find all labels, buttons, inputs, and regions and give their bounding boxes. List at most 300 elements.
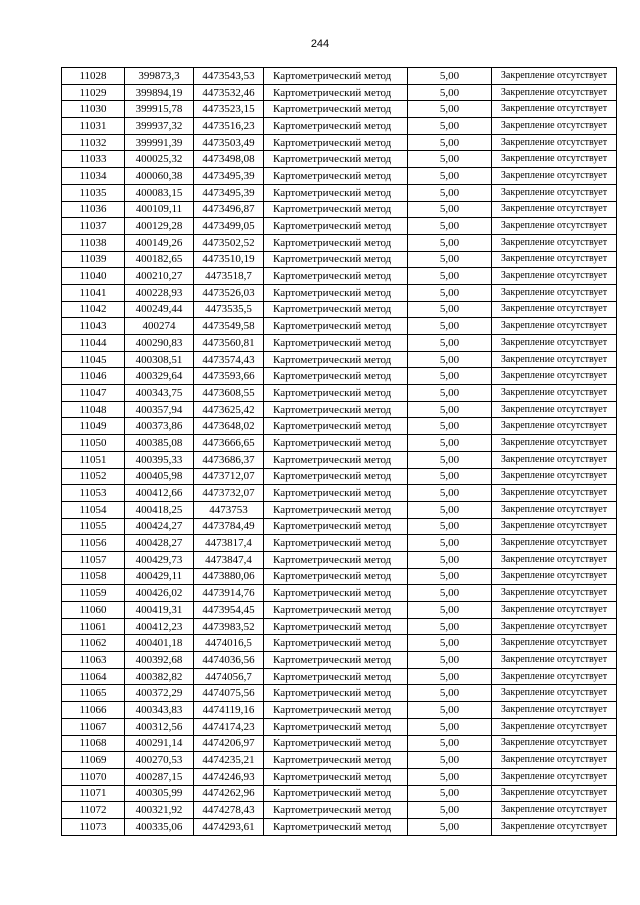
point-number-cell: 11040 (62, 268, 125, 285)
point-number-cell: 11064 (62, 668, 125, 685)
method-cell: Картометрический метод (264, 201, 408, 218)
fixing-cell: Закрепление отсутствует (492, 134, 617, 151)
method-cell: Картометрический метод (264, 501, 408, 518)
fixing-cell: Закрепление отсутствует (492, 802, 617, 819)
fixing-cell: Закрепление отсутствует (492, 468, 617, 485)
accuracy-cell: 5,00 (408, 702, 492, 719)
method-cell: Картометрический метод (264, 385, 408, 402)
table-row (62, 451, 617, 468)
fixing-cell: Закрепление отсутствует (492, 368, 617, 385)
coordinate-y-cell: 4473495,39 (194, 168, 264, 185)
method-cell: Картометрический метод (264, 184, 408, 201)
fixing-cell: Закрепление отсутствует (492, 335, 617, 352)
method-cell: Картометрический метод (264, 468, 408, 485)
table-row (62, 785, 617, 802)
accuracy-cell: 5,00 (408, 518, 492, 535)
coordinate-y-cell: 4473560,81 (194, 335, 264, 352)
accuracy-cell: 5,00 (408, 468, 492, 485)
accuracy-cell: 5,00 (408, 401, 492, 418)
method-cell: Картометрический метод (264, 301, 408, 318)
accuracy-cell: 5,00 (408, 84, 492, 101)
point-number-cell: 11063 (62, 652, 125, 669)
method-cell: Картометрический метод (264, 768, 408, 785)
table-row (62, 68, 617, 85)
coordinate-x-cell: 400149,26 (125, 234, 194, 251)
coordinate-x-cell: 399915,78 (125, 101, 194, 118)
point-number-cell: 11047 (62, 385, 125, 402)
fixing-cell: Закрепление отсутствует (492, 68, 617, 85)
point-number-cell: 11031 (62, 118, 125, 135)
method-cell: Картометрический метод (264, 818, 408, 835)
coordinate-x-cell: 399937,32 (125, 118, 194, 135)
accuracy-cell: 5,00 (408, 618, 492, 635)
table-row (62, 802, 617, 819)
point-number-cell: 11051 (62, 451, 125, 468)
table-row (62, 218, 617, 235)
point-number-cell: 11035 (62, 184, 125, 201)
coordinate-y-cell: 4474206,97 (194, 735, 264, 752)
method-cell: Картометрический метод (264, 735, 408, 752)
table-row (62, 385, 617, 402)
accuracy-cell: 5,00 (408, 818, 492, 835)
method-cell: Картометрический метод (264, 84, 408, 101)
accuracy-cell: 5,00 (408, 101, 492, 118)
accuracy-cell: 5,00 (408, 301, 492, 318)
fixing-cell: Закрепление отсутствует (492, 685, 617, 702)
coordinate-y-cell: 4473523,15 (194, 101, 264, 118)
coordinate-x-cell: 400357,94 (125, 401, 194, 418)
fixing-cell: Закрепление отсутствует (492, 702, 617, 719)
fixing-cell: Закрепление отсутствует (492, 652, 617, 669)
accuracy-cell: 5,00 (408, 652, 492, 669)
point-number-cell: 11034 (62, 168, 125, 185)
coordinate-x-cell: 400060,38 (125, 168, 194, 185)
fixing-cell: Закрепление отсутствует (492, 602, 617, 619)
method-cell: Картометрический метод (264, 268, 408, 285)
coordinate-x-cell: 400182,65 (125, 251, 194, 268)
method-cell: Картометрический метод (264, 551, 408, 568)
coordinate-y-cell: 4473608,55 (194, 385, 264, 402)
table-row (62, 468, 617, 485)
table-row (62, 652, 617, 669)
accuracy-cell: 5,00 (408, 418, 492, 435)
accuracy-cell: 5,00 (408, 635, 492, 652)
fixing-cell: Закрепление отсутствует (492, 585, 617, 602)
coordinate-x-cell: 400412,66 (125, 485, 194, 502)
coordinate-x-cell: 400372,29 (125, 685, 194, 702)
fixing-cell: Закрепление отсутствует (492, 718, 617, 735)
method-cell: Картометрический метод (264, 752, 408, 769)
coordinate-x-cell: 400424,27 (125, 518, 194, 535)
point-number-cell: 11068 (62, 735, 125, 752)
coordinate-y-cell: 4474016,5 (194, 635, 264, 652)
coordinate-y-cell: 4473880,06 (194, 568, 264, 585)
fixing-cell: Закрепление отсутствует (492, 535, 617, 552)
fixing-cell: Закрепление отсутствует (492, 351, 617, 368)
table-row (62, 318, 617, 335)
point-number-cell: 11043 (62, 318, 125, 335)
coordinate-y-cell: 4473712,07 (194, 468, 264, 485)
coordinate-y-cell: 4473543,53 (194, 68, 264, 85)
accuracy-cell: 5,00 (408, 351, 492, 368)
accuracy-cell: 5,00 (408, 568, 492, 585)
method-cell: Картометрический метод (264, 485, 408, 502)
point-number-cell: 11073 (62, 818, 125, 835)
fixing-cell: Закрепление отсутствует (492, 268, 617, 285)
coordinate-y-cell: 4473914,76 (194, 585, 264, 602)
coordinate-y-cell: 4473817,4 (194, 535, 264, 552)
coordinate-x-cell: 400401,18 (125, 635, 194, 652)
fixing-cell: Закрепление отсутствует (492, 785, 617, 802)
coordinate-y-cell: 4473954,45 (194, 602, 264, 619)
accuracy-cell: 5,00 (408, 685, 492, 702)
table-row (62, 668, 617, 685)
point-number-cell: 11048 (62, 401, 125, 418)
accuracy-cell: 5,00 (408, 768, 492, 785)
coordinate-x-cell: 400312,56 (125, 718, 194, 735)
fixing-cell: Закрепление отсутствует (492, 284, 617, 301)
fixing-cell: Закрепление отсутствует (492, 451, 617, 468)
table-row (62, 301, 617, 318)
point-number-cell: 11049 (62, 418, 125, 435)
point-number-cell: 11041 (62, 284, 125, 301)
coordinate-y-cell: 4473498,08 (194, 151, 264, 168)
coordinate-x-cell: 400270,53 (125, 752, 194, 769)
coordinate-x-cell: 400426,02 (125, 585, 194, 602)
table-row (62, 618, 617, 635)
accuracy-cell: 5,00 (408, 802, 492, 819)
method-cell: Картометрический метод (264, 351, 408, 368)
method-cell: Картометрический метод (264, 435, 408, 452)
coordinate-y-cell: 4474075,56 (194, 685, 264, 702)
fixing-cell: Закрепление отсутствует (492, 401, 617, 418)
fixing-cell: Закрепление отсутствует (492, 551, 617, 568)
fixing-cell: Закрепление отсутствует (492, 485, 617, 502)
point-number-cell: 11062 (62, 635, 125, 652)
fixing-cell: Закрепление отсутствует (492, 735, 617, 752)
coordinate-y-cell: 4474293,61 (194, 818, 264, 835)
fixing-cell: Закрепление отсутствует (492, 318, 617, 335)
method-cell: Картометрический метод (264, 718, 408, 735)
coordinate-x-cell: 400405,98 (125, 468, 194, 485)
coordinate-y-cell: 4473666,65 (194, 435, 264, 452)
method-cell: Картометрический метод (264, 535, 408, 552)
point-number-cell: 11050 (62, 435, 125, 452)
table-row (62, 585, 617, 602)
fixing-cell: Закрепление отсутствует (492, 818, 617, 835)
method-cell: Картометрический метод (264, 618, 408, 635)
accuracy-cell: 5,00 (408, 218, 492, 235)
point-number-cell: 11030 (62, 101, 125, 118)
accuracy-cell: 5,00 (408, 718, 492, 735)
coordinate-y-cell: 4473784,49 (194, 518, 264, 535)
coordinate-x-cell: 400392,68 (125, 652, 194, 669)
coordinate-y-cell: 4473532,46 (194, 84, 264, 101)
coordinate-x-cell: 400428,27 (125, 535, 194, 552)
table-row (62, 234, 617, 251)
coordinate-x-cell: 400321,92 (125, 802, 194, 819)
coordinate-y-cell: 4473549,58 (194, 318, 264, 335)
coordinate-x-cell: 400249,44 (125, 301, 194, 318)
method-cell: Картометрический метод (264, 335, 408, 352)
coordinate-y-cell: 4474056,7 (194, 668, 264, 685)
accuracy-cell: 5,00 (408, 735, 492, 752)
table-row (62, 735, 617, 752)
point-number-cell: 11070 (62, 768, 125, 785)
accuracy-cell: 5,00 (408, 318, 492, 335)
method-cell: Картометрический метод (264, 368, 408, 385)
method-cell: Картометрический метод (264, 168, 408, 185)
accuracy-cell: 5,00 (408, 268, 492, 285)
point-number-cell: 11044 (62, 335, 125, 352)
table-row (62, 551, 617, 568)
accuracy-cell: 5,00 (408, 201, 492, 218)
table-row (62, 151, 617, 168)
method-cell: Картометрический метод (264, 785, 408, 802)
coordinate-y-cell: 4473535,5 (194, 301, 264, 318)
point-number-cell: 11066 (62, 702, 125, 719)
method-cell: Картометрический метод (264, 101, 408, 118)
point-number-cell: 11065 (62, 685, 125, 702)
coordinate-x-cell: 400290,83 (125, 335, 194, 352)
coordinate-x-cell: 400308,51 (125, 351, 194, 368)
coordinate-y-cell: 4474119,16 (194, 702, 264, 719)
method-cell: Картометрический метод (264, 702, 408, 719)
method-cell: Картометрический метод (264, 451, 408, 468)
point-number-cell: 11042 (62, 301, 125, 318)
fixing-cell: Закрепление отсутствует (492, 234, 617, 251)
method-cell: Картометрический метод (264, 418, 408, 435)
point-number-cell: 11033 (62, 151, 125, 168)
fixing-cell: Закрепление отсутствует (492, 568, 617, 585)
fixing-cell: Закрепление отсутствует (492, 435, 617, 452)
page-number: 244 (310, 38, 330, 50)
method-cell: Картометрический метод (264, 668, 408, 685)
method-cell: Картометрический метод (264, 218, 408, 235)
point-number-cell: 11057 (62, 551, 125, 568)
fixing-cell: Закрепление отсутствует (492, 768, 617, 785)
point-number-cell: 11067 (62, 718, 125, 735)
point-number-cell: 11058 (62, 568, 125, 585)
coordinate-y-cell: 4473526,03 (194, 284, 264, 301)
table-row (62, 518, 617, 535)
method-cell: Картометрический метод (264, 151, 408, 168)
table-row (62, 485, 617, 502)
table-row (62, 101, 617, 118)
table-row (62, 568, 617, 585)
method-cell: Картометрический метод (264, 602, 408, 619)
table-row (62, 268, 617, 285)
table-row (62, 351, 617, 368)
method-cell: Картометрический метод (264, 635, 408, 652)
coordinate-y-cell: 4473574,43 (194, 351, 264, 368)
coordinate-x-cell: 399894,19 (125, 84, 194, 101)
fixing-cell: Закрепление отсутствует (492, 618, 617, 635)
method-cell: Картометрический метод (264, 234, 408, 251)
table-row (62, 702, 617, 719)
fixing-cell: Закрепление отсутствует (492, 518, 617, 535)
accuracy-cell: 5,00 (408, 168, 492, 185)
table-row (62, 184, 617, 201)
fixing-cell: Закрепление отсутствует (492, 301, 617, 318)
table-row (62, 435, 617, 452)
coordinate-y-cell: 4473648,02 (194, 418, 264, 435)
coordinates-table-body (62, 68, 617, 836)
fixing-cell: Закрепление отсутствует (492, 385, 617, 402)
point-number-cell: 11037 (62, 218, 125, 235)
coordinate-x-cell: 400343,83 (125, 702, 194, 719)
accuracy-cell: 5,00 (408, 551, 492, 568)
point-number-cell: 11038 (62, 234, 125, 251)
coordinate-y-cell: 4473503,49 (194, 134, 264, 151)
coordinate-y-cell: 4473496,87 (194, 201, 264, 218)
coordinate-x-cell: 400385,08 (125, 435, 194, 452)
accuracy-cell: 5,00 (408, 184, 492, 201)
fixing-cell: Закрепление отсутствует (492, 501, 617, 518)
accuracy-cell: 5,00 (408, 118, 492, 135)
coordinate-x-cell: 400418,25 (125, 501, 194, 518)
coordinate-y-cell: 4473593,66 (194, 368, 264, 385)
method-cell: Картометрический метод (264, 568, 408, 585)
accuracy-cell: 5,00 (408, 435, 492, 452)
table-row (62, 818, 617, 835)
method-cell: Картометрический метод (264, 134, 408, 151)
coordinate-y-cell: 4474262,96 (194, 785, 264, 802)
coordinate-y-cell: 4473502,52 (194, 234, 264, 251)
point-number-cell: 11072 (62, 802, 125, 819)
method-cell: Картометрический метод (264, 685, 408, 702)
coordinate-x-cell: 400274 (125, 318, 194, 335)
point-number-cell: 11028 (62, 68, 125, 85)
point-number-cell: 11055 (62, 518, 125, 535)
table-row (62, 134, 617, 151)
coordinate-y-cell: 4473732,07 (194, 485, 264, 502)
coordinate-y-cell: 4473625,42 (194, 401, 264, 418)
table-row (62, 635, 617, 652)
table-row (62, 401, 617, 418)
coordinate-x-cell: 400129,28 (125, 218, 194, 235)
point-number-cell: 11046 (62, 368, 125, 385)
table-row (62, 368, 617, 385)
coordinate-y-cell: 4474174,23 (194, 718, 264, 735)
table-row (62, 501, 617, 518)
coordinate-y-cell: 4473847,4 (194, 551, 264, 568)
coordinate-x-cell: 399991,39 (125, 134, 194, 151)
coordinate-x-cell: 400343,75 (125, 385, 194, 402)
coordinate-y-cell: 4473495,39 (194, 184, 264, 201)
fixing-cell: Закрепление отсутствует (492, 84, 617, 101)
coordinate-y-cell: 4473510,19 (194, 251, 264, 268)
table-row (62, 168, 617, 185)
fixing-cell: Закрепление отсутствует (492, 251, 617, 268)
accuracy-cell: 5,00 (408, 485, 492, 502)
accuracy-cell: 5,00 (408, 785, 492, 802)
table-row (62, 718, 617, 735)
coordinate-x-cell: 400329,64 (125, 368, 194, 385)
coordinate-x-cell: 400210,27 (125, 268, 194, 285)
table-row (62, 251, 617, 268)
coordinate-x-cell: 400419,31 (125, 602, 194, 619)
accuracy-cell: 5,00 (408, 451, 492, 468)
point-number-cell: 11053 (62, 485, 125, 502)
point-number-cell: 11039 (62, 251, 125, 268)
table-row (62, 284, 617, 301)
point-number-cell: 11071 (62, 785, 125, 802)
coordinate-y-cell: 4473516,23 (194, 118, 264, 135)
accuracy-cell: 5,00 (408, 134, 492, 151)
point-number-cell: 11060 (62, 602, 125, 619)
coordinate-y-cell: 4473983,52 (194, 618, 264, 635)
point-number-cell: 11054 (62, 501, 125, 518)
fixing-cell: Закрепление отсутствует (492, 184, 617, 201)
coordinate-x-cell: 400429,73 (125, 551, 194, 568)
coordinate-y-cell: 4473518,7 (194, 268, 264, 285)
coordinate-x-cell: 399873,3 (125, 68, 194, 85)
accuracy-cell: 5,00 (408, 385, 492, 402)
point-number-cell: 11032 (62, 134, 125, 151)
method-cell: Картометрический метод (264, 284, 408, 301)
coordinate-x-cell: 400287,15 (125, 768, 194, 785)
method-cell: Картометрический метод (264, 401, 408, 418)
coordinate-x-cell: 400083,15 (125, 184, 194, 201)
fixing-cell: Закрепление отсутствует (492, 635, 617, 652)
coordinate-x-cell: 400228,93 (125, 284, 194, 301)
coordinate-y-cell: 4474036,56 (194, 652, 264, 669)
coordinate-x-cell: 400291,14 (125, 735, 194, 752)
coordinate-x-cell: 400109,11 (125, 201, 194, 218)
fixing-cell: Закрепление отсутствует (492, 168, 617, 185)
table-row (62, 535, 617, 552)
method-cell: Картометрический метод (264, 118, 408, 135)
table-row (62, 84, 617, 101)
accuracy-cell: 5,00 (408, 668, 492, 685)
coordinate-y-cell: 4474278,43 (194, 802, 264, 819)
coordinate-x-cell: 400382,82 (125, 668, 194, 685)
coordinate-x-cell: 400025,32 (125, 151, 194, 168)
table-row (62, 418, 617, 435)
accuracy-cell: 5,00 (408, 585, 492, 602)
coordinate-x-cell: 400429,11 (125, 568, 194, 585)
method-cell: Картометрический метод (264, 802, 408, 819)
point-number-cell: 11069 (62, 752, 125, 769)
coordinate-x-cell: 400305,99 (125, 785, 194, 802)
fixing-cell: Закрепление отсутствует (492, 118, 617, 135)
table-row (62, 768, 617, 785)
accuracy-cell: 5,00 (408, 368, 492, 385)
accuracy-cell: 5,00 (408, 234, 492, 251)
coordinate-x-cell: 400335,06 (125, 818, 194, 835)
point-number-cell: 11029 (62, 84, 125, 101)
point-number-cell: 11056 (62, 535, 125, 552)
method-cell: Картометрический метод (264, 585, 408, 602)
table-row (62, 602, 617, 619)
coordinate-y-cell: 4473499,05 (194, 218, 264, 235)
accuracy-cell: 5,00 (408, 68, 492, 85)
point-number-cell: 11059 (62, 585, 125, 602)
method-cell: Картометрический метод (264, 68, 408, 85)
table-row (62, 752, 617, 769)
fixing-cell: Закрепление отсутствует (492, 752, 617, 769)
point-number-cell: 11061 (62, 618, 125, 635)
fixing-cell: Закрепление отсутствует (492, 201, 617, 218)
accuracy-cell: 5,00 (408, 251, 492, 268)
table-row (62, 335, 617, 352)
table-row (62, 685, 617, 702)
method-cell: Картометрический метод (264, 652, 408, 669)
coordinate-x-cell: 400412,23 (125, 618, 194, 635)
accuracy-cell: 5,00 (408, 602, 492, 619)
method-cell: Картометрический метод (264, 318, 408, 335)
